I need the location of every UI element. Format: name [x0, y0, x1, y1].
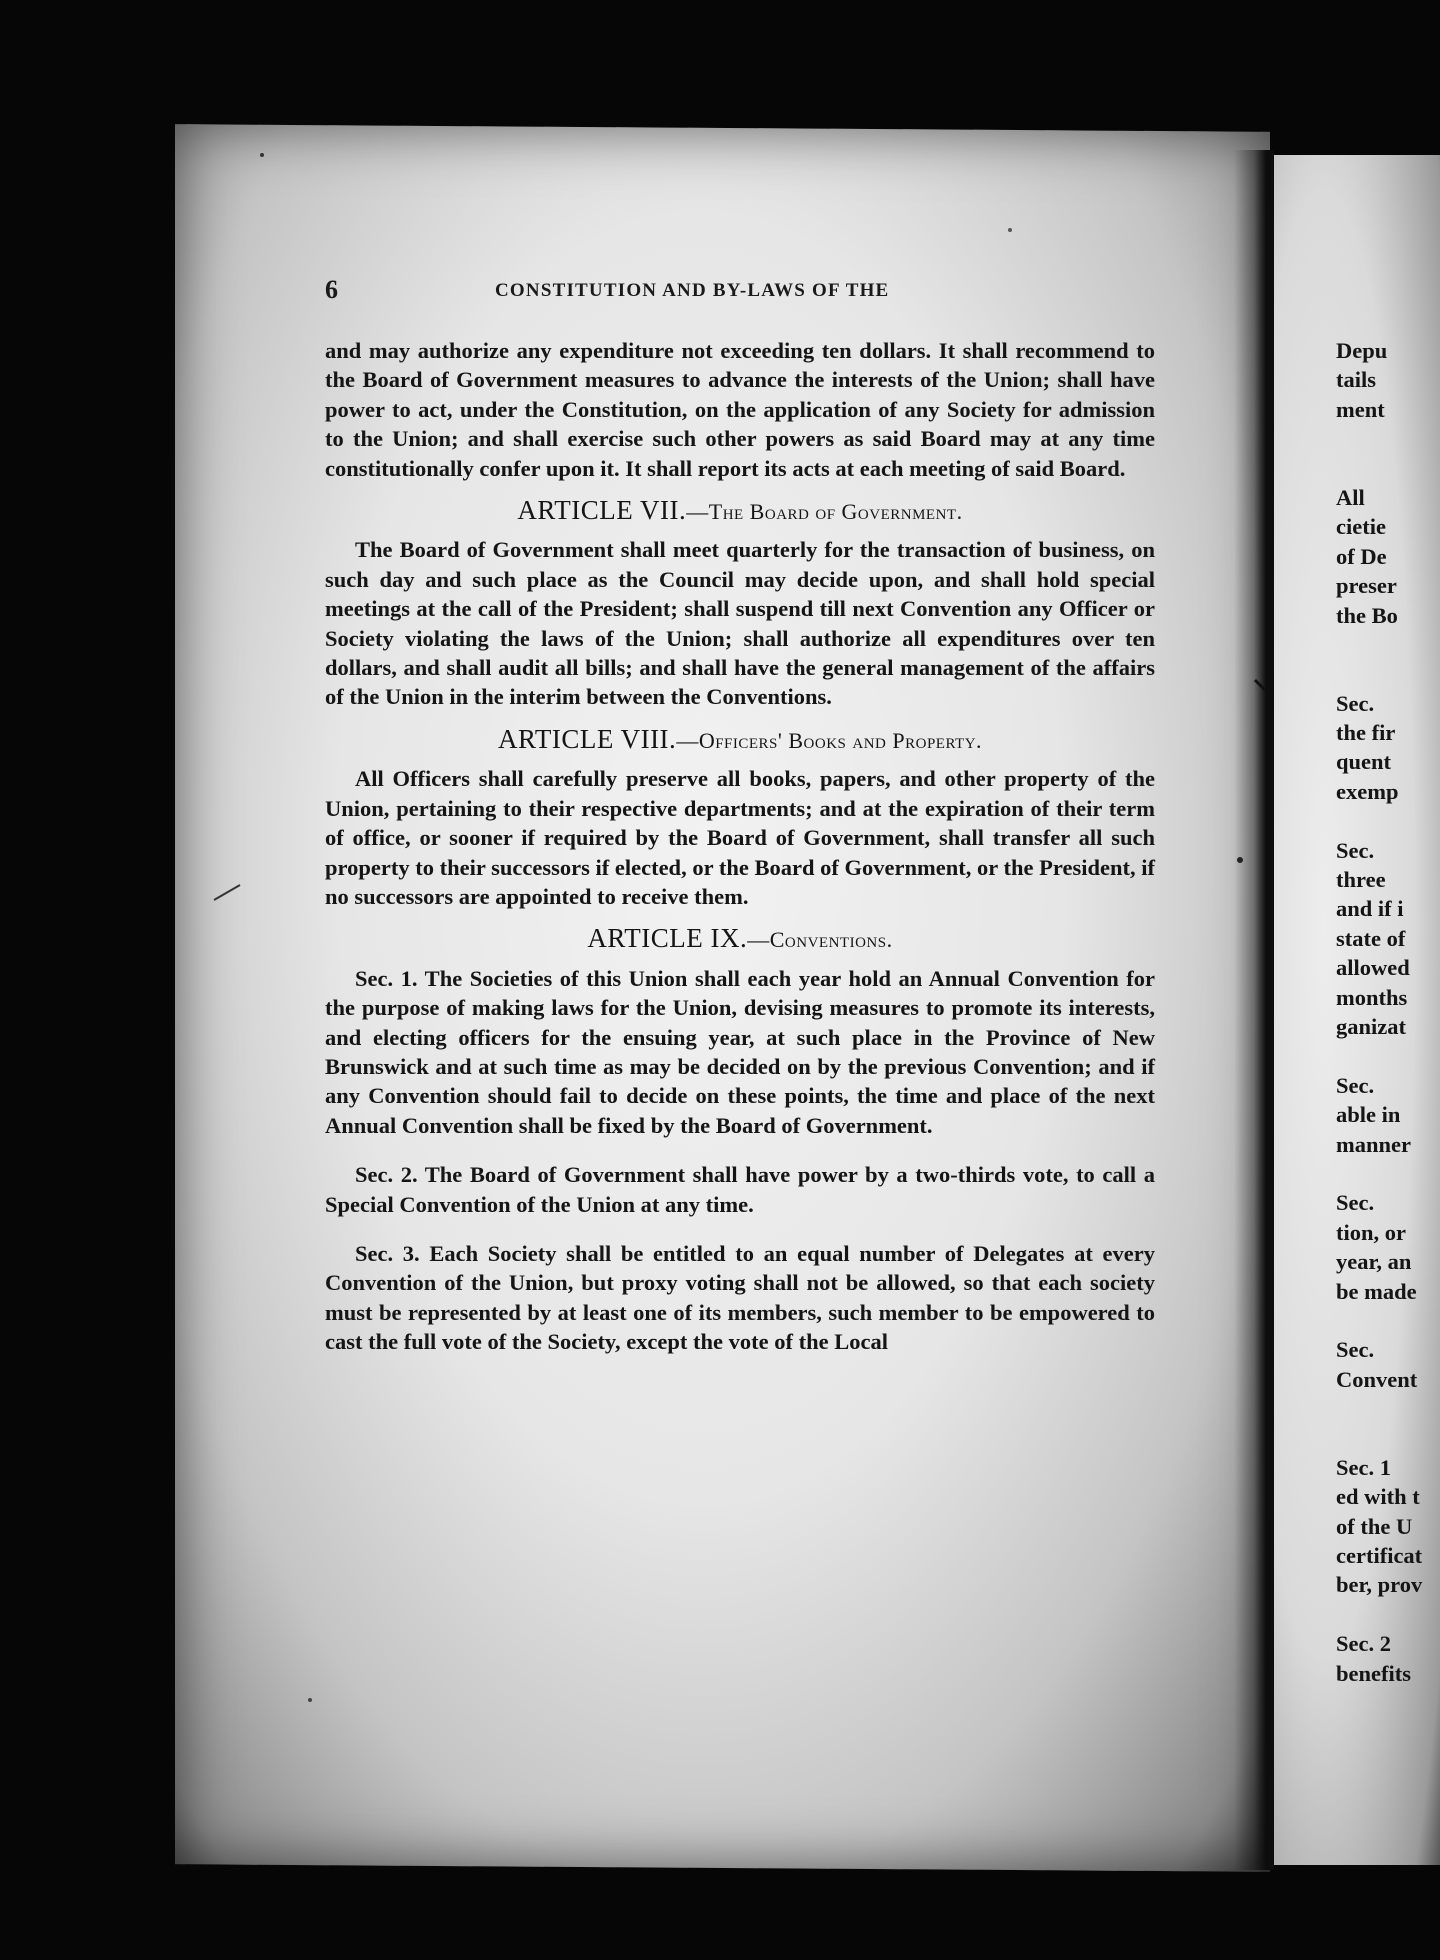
- facing-page-line: Sec.: [1336, 690, 1375, 716]
- body-paragraph: and may authorize any expenditure not exceeding ten dollars. It shall recommend to the Board of Government measures to advance the interests of the Union; shall have power to act, under the Constitution, on the application of any Society for admission to the Union; and shall exercise such other powers as said Board may at any time constitutionally confer upon it. It shall report its acts at each meeting of said Board.: [325, 338, 1155, 481]
- facing-page-line: [1336, 1394, 1440, 1423]
- facing-page-line: tion, or: [1336, 1219, 1406, 1245]
- facing-page-line: quent: [1336, 749, 1392, 775]
- running-head: [325, 275, 1185, 315]
- facing-page-line: All: [1336, 484, 1365, 510]
- facing-page-line: Sec. 1: [1336, 1454, 1391, 1480]
- facing-page-line: state of: [1336, 925, 1406, 951]
- facing-page-line: Sec.: [1336, 837, 1375, 863]
- page-number: 6: [325, 275, 338, 304]
- body-paragraph: Sec. 2. The Board of Government shall have power by a two-thirds vote, to call a Special Convention of the Union at any time.: [325, 1162, 1155, 1217]
- facing-page-line: Convent: [1336, 1366, 1418, 1392]
- running-head-title: CONSTITUTION AND BY-LAWS OF THE: [495, 280, 890, 301]
- facing-page-line: Sec.: [1336, 1337, 1375, 1363]
- article-number: ARTICLE VIII.: [497, 723, 677, 754]
- article-heading: [325, 924, 1155, 954]
- facing-page-line: [1336, 454, 1440, 483]
- article-title: —Officers' Books and Property.: [676, 727, 983, 753]
- page-gutter: [1234, 150, 1274, 1870]
- facing-page-line: the Bo: [1336, 602, 1398, 628]
- facing-page-line: tails: [1336, 367, 1377, 393]
- facing-page-line: be made: [1336, 1278, 1417, 1304]
- facing-page-line: benefits: [1336, 1660, 1411, 1686]
- facing-page-line: ment: [1336, 396, 1385, 422]
- facing-page-line: three: [1336, 867, 1386, 893]
- facing-page-line: certificat: [1336, 1543, 1423, 1569]
- facing-page-line: able in: [1336, 1102, 1401, 1128]
- facing-page-line: and if i: [1336, 896, 1404, 922]
- facing-page-line: Sec.: [1336, 1190, 1375, 1216]
- facing-page-line: [1336, 659, 1440, 688]
- facing-page-line: [1336, 630, 1440, 659]
- article-title: —The Board of Government.: [686, 499, 963, 525]
- facing-page-line: ber, prov: [1336, 1572, 1423, 1598]
- article-heading: [325, 496, 1155, 526]
- facing-page-line: manner: [1336, 1131, 1411, 1157]
- facing-page-line: months: [1336, 984, 1408, 1010]
- facing-page-line: of De: [1336, 543, 1387, 569]
- facing-page-line: year, an: [1336, 1249, 1412, 1275]
- article-heading: [325, 725, 1155, 755]
- facing-page-line: allowed: [1336, 955, 1410, 981]
- article-title: —Conventions.: [747, 927, 893, 953]
- page-body: [325, 336, 1155, 1357]
- facing-page-line: [1336, 1423, 1440, 1452]
- facing-page-line: [1336, 424, 1440, 453]
- article-number: ARTICLE IX.: [587, 923, 748, 954]
- facing-page-line: Sec.: [1336, 1072, 1375, 1098]
- facing-page-line: cietie: [1336, 514, 1386, 540]
- facing-page-line: Depu: [1336, 338, 1388, 363]
- facing-page-line: [1336, 806, 1440, 835]
- article-number: ARTICLE VII.: [517, 495, 687, 526]
- body-paragraph: Sec. 1. The Societies of this Union shall each year hold an Annual Convention for the purpose of making laws for the Union, devising measures to promote its interests, and electing officers for the ensuing year, at such place in the Province of New Brunswick and at such time as may be decided on by the previous Convention; and if any Convention should fail to decide on these points, the time and place of the next Annual Convention shall be fixed by the Board of Government.: [325, 965, 1155, 1138]
- facing-page-line: ed with t: [1336, 1484, 1420, 1510]
- facing-page-line: [1336, 1306, 1440, 1335]
- facing-page-line: [1336, 1041, 1440, 1070]
- body-paragraph: All Officers shall carefully preserve all books, papers, and other property of the Union, pertaining to their respective departments; and at the expiration of their term of office, or sooner if required by the Board of Government, shall transfer all such property to their successors if elected, or the Board of Government, or the President, if no successors are appointed to receive them.: [325, 766, 1155, 909]
- body-paragraph: The Board of Government shall meet quarterly for the transaction of business, on such day and such place as the Council may decide upon, and shall hold special meetings at the call of the President; shall suspend till next Convention any Officer or Society violating the laws of the Union; shall authorize all expenditures over ten dollars, and shall audit all bills; and shall have the general management of the affairs of the Union in the interim between the Conventions.: [325, 537, 1155, 710]
- facing-page-line: preser: [1336, 573, 1397, 599]
- facing-page-line: of the U: [1336, 1513, 1413, 1539]
- facing-page-line: [1336, 1600, 1440, 1629]
- facing-page-line: the fir: [1336, 720, 1396, 746]
- body-paragraph: Sec. 3. Each Society shall be entitled to an equal number of Delegates at every Convention of the Union, but proxy voting shall not be allowed, so that each society must be represented by at least one of its members, such member to be empowered to cast the full vote of the Society, except the vote of the Local: [325, 1240, 1155, 1355]
- facing-page-line: Sec. 2: [1336, 1631, 1391, 1657]
- facing-page-line: ganizat: [1336, 1013, 1406, 1039]
- facing-page-fragments: [1336, 336, 1440, 1688]
- facing-page-line: exemp: [1336, 778, 1399, 804]
- facing-page-line: [1336, 1159, 1440, 1188]
